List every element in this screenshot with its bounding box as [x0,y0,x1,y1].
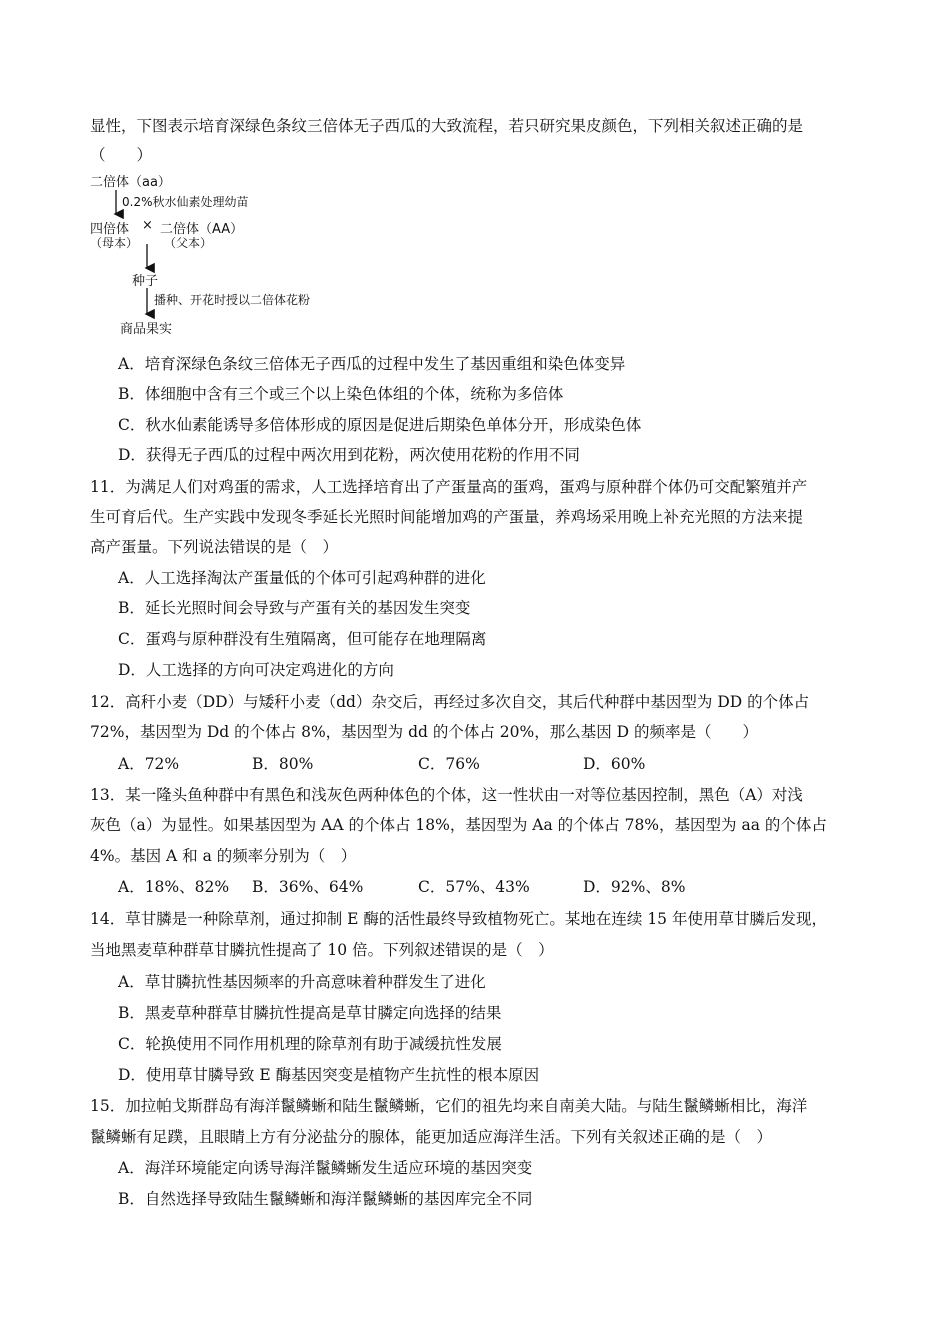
q15-option-a: A．海洋环境能定向诱导海洋鬣鳞蜥发生适应环境的基因突变 [118,1159,533,1177]
q10-option-d: D．获得无子西瓜的过程中两次用到花粉，两次使用花粉的作用不同 [118,446,580,464]
q11-stem-line3: 高产蛋量。下列说法错误的是（ ） [90,538,339,556]
q14-option-b: B．黑麦草种群草甘膦抗性提高是草甘膦定向选择的结果 [118,1004,502,1022]
q12-option-b: B．80% [252,755,314,773]
q13-option-a: A．18%、82% [118,878,230,896]
q13-option-b: B．36%、64% [252,878,364,896]
q14-option-a: A．草甘膦抗性基因频率的升高意味着种群发生了进化 [118,973,486,991]
colchicine-step-label: 0.2%秋水仙素处理幼苗 [122,195,249,209]
q12-stem-line2: 72%，基因型为 Dd 的个体占 8%，基因型为 dd 的个体占 20%，那么基因 D 的频率是（ ） [90,723,759,741]
q14-stem-line2: 当地黑麦草种群草甘膦抗性提高了 10 倍。下列叙述错误的是（ ） [90,941,554,959]
q11-option-c: C．蛋鸡与原种群没有生殖隔离，但可能存在地理隔离 [118,630,487,648]
q11-option-a: A．人工选择淘汰产蛋量低的个体可引起鸡种群的进化 [118,569,486,587]
seed-label: 种子 [132,274,159,289]
q14-option-d: D．使用草甘膦导致 E 酶基因突变是植物产生抗性的根本原因 [118,1066,540,1084]
q11-option-b: B．延长光照时间会导致与产蛋有关的基因发生突变 [118,599,471,617]
q10-option-c: C．秋水仙素能诱导多倍体形成的原因是促进后期染色单体分开，形成染色体 [118,416,642,434]
q15-stem-line2: 鬣鳞蜥有足蹼，且眼睛上方有分泌盐分的腺体，能更加适应海洋生活。下列有关叙述正确的是（ ） [90,1128,773,1146]
q14-option-c: C．轮换使用不同作用机理的除草剂有助于减缓抗性发展 [118,1035,502,1053]
father-label: （父本） [164,236,213,250]
q11-stem-line2: 生可育后代。生产实践中发现冬季延长光照时间能增加鸡的产蛋量，养鸡场采用晚上补充光照的方法来提 [90,508,804,526]
q12-option-c: C．76% [418,755,480,773]
breeding-flow-diagram [90,170,390,340]
q10-option-b: B．体细胞中含有三个或三个以上染色体组的个体，统称为多倍体 [118,385,564,403]
q13-stem-line2: 灰色（a）为显性。如果基因型为 AA 的个体占 18%，基因型为 Aa 的个体占 78%，基因型为 aa 的个体占 [90,816,827,834]
q13-option-c: C．57%、43% [418,878,530,896]
q10-answer-bracket: （ ） [90,146,153,164]
q14-stem-line1: 14．草甘膦是一种除草剂，通过抑制 E 酶的活性最终导致植物死亡。某地在连续 15 年使用草甘膦后发现， [90,910,827,928]
q13-option-d: D．92%、8% [583,878,686,896]
q15-stem-line1: 15．加拉帕戈斯群岛有海洋鬣鳞蜥和陆生鬣鳞蜥，它们的祖先均来自南美大陆。与陆生鬣鳞蜥相比，海洋 [90,1097,808,1115]
q15-option-b: B．自然选择导致陆生鬣鳞蜥和海洋鬣鳞蜥的基因库完全不同 [118,1190,533,1208]
q10-stem-line1: 显性，下图表示培育深绿色条纹三倍体无子西瓜的大致流程，若只研究果皮颜色，下列相关叙述正确的是 [90,117,804,135]
q11-stem-line1: 11．为满足人们对鸡蛋的需求，人工选择培育出了产蛋量高的蛋鸡，蛋鸡与原种群个体仍可交配繁殖并产 [90,478,808,496]
q13-stem-line3: 4%。基因 A 和 a 的频率分别为（ ） [90,847,357,865]
q10-option-a: A．培育深绿色条纹三倍体无子西瓜的过程中发生了基因重组和染色体变异 [118,355,626,373]
diploid-AA-label: 二倍体（AA） [160,222,244,237]
mother-label: （母本） [90,236,139,250]
q12-option-a: A．72% [118,755,180,773]
q12-option-d: D．60% [583,755,646,773]
fruit-label: 商品果实 [120,322,173,337]
sowing-step-label: 播种、开花时授以二倍体花粉 [154,293,311,307]
tetraploid-label: 四倍体 [90,222,130,237]
diploid-aa-label: 二倍体（aa） [90,175,171,190]
cross-symbol: × [142,218,153,233]
q12-stem-line1: 12．高秆小麦（DD）与矮秆小麦（dd）杂交后，再经过多次自交，其后代种群中基因型为 DD 的个体占 [90,693,810,711]
q13-stem-line1: 13．某一隆头鱼种群中有黑色和浅灰色两种体色的个体，这一性状由一对等位基因控制，黑色（A）对浅 [90,786,803,804]
q11-option-d: D．人工选择的方向可决定鸡进化的方向 [118,661,394,679]
